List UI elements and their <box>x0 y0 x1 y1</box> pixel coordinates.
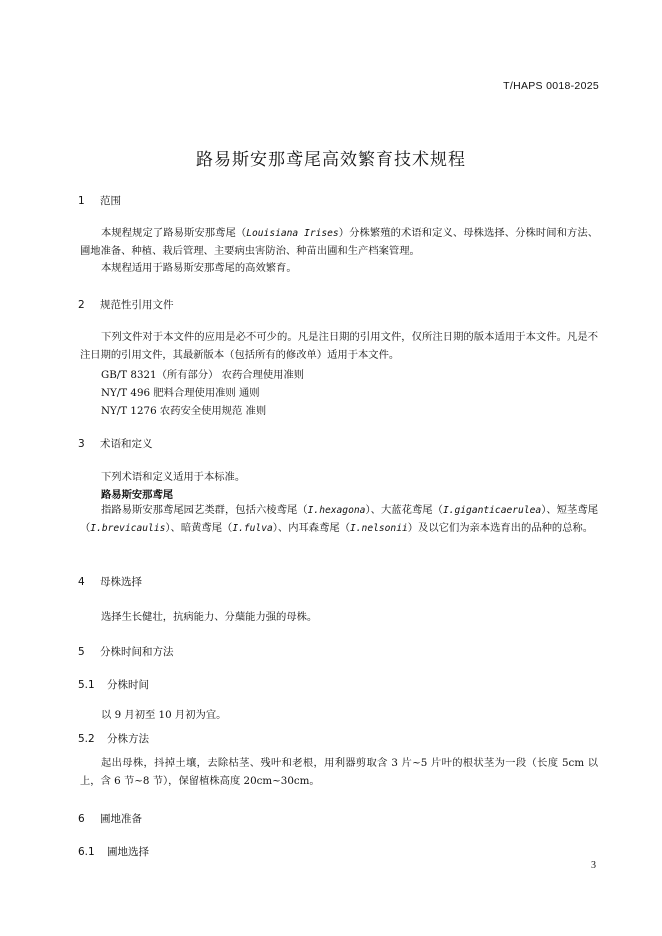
latin-name: I.nelsonii <box>350 522 408 534</box>
subsection-title: 分株方法 <box>107 733 149 745</box>
section-title: 母株选择 <box>100 576 142 588</box>
page-number: 3 <box>591 860 596 871</box>
terms-intro: 下列术语和定义适用于本标准。 <box>101 471 246 483</box>
reference-item: NY/T 496 肥料合理使用准则 通则 <box>101 387 260 399</box>
section-5-heading <box>78 644 174 659</box>
latin-name: I.giganticaerulea <box>442 505 542 516</box>
section-title: 圃地准备 <box>100 813 142 825</box>
section-title: 范围 <box>100 195 121 207</box>
section-number: 4 <box>78 576 85 588</box>
section-number: 2 <box>78 299 85 311</box>
section-number: 3 <box>78 438 85 450</box>
text-run: ）分株繁殖的术语和定义、母株选择、分株时间和方法、圃地准备、种植、栽后管理、主要病虫害防治、种苗出圃和生产档案管理。 <box>80 227 599 257</box>
text-run: ）及以它们为亲本选育出的品种的总称。 <box>407 521 594 534</box>
text-run: ）、内耳森鸢尾（ <box>272 521 350 534</box>
term-name: 路易斯安那鸢尾 <box>101 489 174 501</box>
section-4-heading <box>78 574 142 589</box>
subsection-number: 6.1 <box>78 846 95 858</box>
applicability-paragraph: 本规程适用于路易斯安那鸢尾的高效繁育。 <box>101 262 297 274</box>
text-run: 本规程规定了路易斯安那鸢尾（ <box>101 227 247 239</box>
latin-name: I.fulva <box>232 522 273 534</box>
subsection-6-1-heading <box>78 844 149 859</box>
division-time-paragraph: 以 9 月初至 10 月初为宜。 <box>101 709 227 721</box>
term-definition <box>80 502 598 537</box>
document-title: 路易斯安那鸢尾高效繁育技术规程 <box>196 150 466 170</box>
subsection-number: 5.1 <box>78 679 95 691</box>
section-2-heading <box>78 297 174 312</box>
latin-name: I.brevicaulis <box>90 522 166 534</box>
subsection-number: 5.2 <box>78 733 95 745</box>
subsection-5-1-heading <box>78 677 149 692</box>
text-run: ）、短茎鸢尾（ <box>80 504 598 534</box>
section-title: 分株时间和方法 <box>100 646 174 658</box>
section-number: 5 <box>78 646 85 658</box>
mother-plant-paragraph: 选择生长健壮，抗病能力、分蘖能力强的母株。 <box>101 611 318 623</box>
standard-code: T/HAPS 0018-2025 <box>503 80 599 92</box>
latin-name: Louisiana Irises <box>246 228 339 239</box>
subsection-5-2-heading <box>78 731 149 746</box>
section-title: 规范性引用文件 <box>100 299 174 311</box>
reference-item: GB/T 8321（所有部分） 农药合理使用准则 <box>101 369 305 381</box>
section-1-heading <box>78 193 121 208</box>
subsection-title: 分株时间 <box>107 679 149 691</box>
text-run: 指路易斯安那鸢尾园艺类群，包括六棱鸢尾（ <box>101 504 308 516</box>
references-paragraph: 下列文件对于本文件的应用是必不可少的。凡是注日期的引用文件，仅所注日期的版本适用于本文件。凡是不注日期的引用文件，其最新版本（包括所有的修改单）适用于本文件。 <box>80 331 598 361</box>
text-run: ）、大蓝花鸢尾（ <box>365 504 443 516</box>
subsection-title: 圃地选择 <box>107 846 149 858</box>
section-6-heading <box>78 811 142 826</box>
section-number: 6 <box>78 813 85 825</box>
latin-name: I.hexagona <box>307 505 366 516</box>
section-3-heading <box>78 436 153 451</box>
text-run: ）、暗黄鸢尾（ <box>165 521 233 534</box>
scope-paragraph <box>80 225 598 260</box>
reference-item: NY/T 1276 农药安全使用规范 准则 <box>101 405 267 417</box>
section-number: 1 <box>78 195 85 207</box>
section-title: 术语和定义 <box>100 438 153 450</box>
division-method-paragraph: 起出母株，抖掉土壤，去除枯茎、残叶和老根，用利器剪取含 3 片~5 片叶的根状茎为一段（长度 5cm 以上，含 6 节~8 节），保留植株高度 20cm~30cm。 <box>80 757 598 787</box>
